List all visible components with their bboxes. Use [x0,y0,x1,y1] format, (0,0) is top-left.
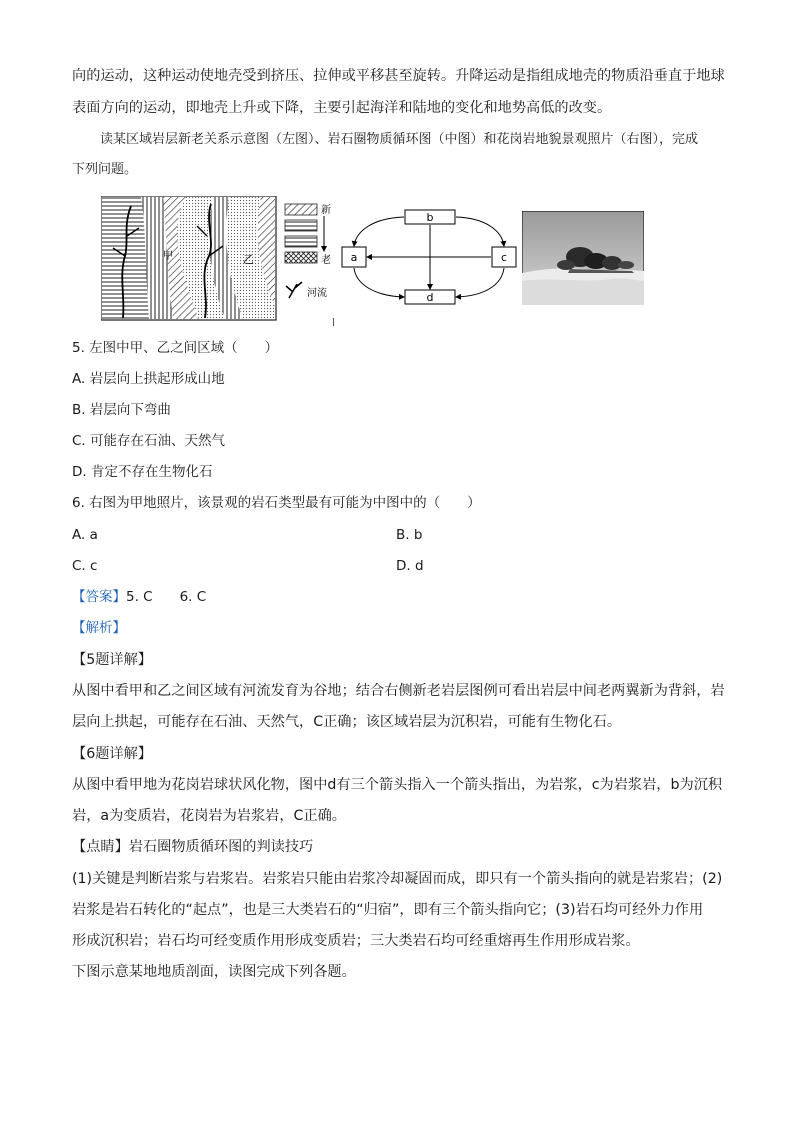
intro-line-1: 向的运动，这种运动使地壳受到挤压、拉伸或平移甚至旋转。升降运动是指组成地壳的物质沿垂直于地球 [72,68,725,84]
q6-option-d: D. d [396,558,424,574]
text-caret [333,318,334,326]
label-b: b [426,211,434,224]
q6-option-b: B. b [396,527,423,543]
label-c: c [500,251,508,264]
detail5-tag: 【5题详解】 [72,652,152,668]
rock-cycle-figure [338,206,520,306]
q5-stem: 5. 左图中甲、乙之间区域（ ） [72,340,279,356]
detail6-line-1: 从图中看甲地为花岗岩球状风化物，图中d有三个箭头指入一个箭头指出，为岩浆，c为岩浆岩，b为沉积 [72,777,723,793]
q6-option-c: C. c [72,558,98,574]
legend-swatch-crosshatch [285,252,317,263]
label-yi: 乙 [243,253,254,266]
q6-stem: 6. 右图为甲地照片，该景观的岩石类型最有可能为中图中的（ ） [72,495,481,511]
label-jia: 甲 [163,251,173,262]
tip-tag: 【点睛】 [72,839,129,855]
q5-option-c: C. 可能存在石油、天然气 [72,433,226,449]
detail6-tag: 【6题详解】 [72,746,152,762]
answer-tag: 【答案】 [72,589,126,605]
q5-option-d: D. 肯定不存在生物化石 [72,464,213,480]
tip-heading [72,837,313,857]
tip-title: 岩石圈物质循环图的判读技巧 [128,839,314,855]
river-legend-icon [286,282,302,298]
answer-line [72,587,206,607]
detail6-line-2: 岩，a为变质岩，花岗岩为岩浆岩，C正确。 [72,808,346,824]
legend-new: 新 [321,205,331,216]
legend-swatch-horizontal [285,220,317,231]
legend-swatch-diagonal [285,204,317,215]
detail5-line-1: 从图中看甲和乙之间区域有河流发育为谷地；结合右侧新老岩层图例可看出岩层中间老两翼新为背斜，岩 [72,683,725,699]
next-section-lead: 下图示意某地地质剖面，读图完成下列各题。 [72,964,356,980]
q6-option-a: A. a [72,527,98,543]
detail5-line-2: 层向上拱起，可能存在石油、天然气，C正确；该区域岩层为沉积岩，可能有生物化石。 [72,714,622,730]
legend-river: 河流 [307,288,327,299]
answer-text: 5. C 6. C [126,589,207,605]
q5-option-b: B. 岩层向下弯曲 [72,402,171,418]
q5-option-a: A. 岩层向上拱起形成山地 [72,371,225,387]
tip-line-1: (1)关键是判断岩浆与岩浆岩。岩浆岩只能由岩浆冷却凝固而成，即只有一个箭头指向的就是岩浆岩；(2) [72,871,723,887]
legend-swatch-lines [285,236,317,247]
strata-map-figure [101,196,333,324]
instruction-line-1: 读某区域岩层新老关系示意图（左图）、岩石圈物质循环图（中图）和花岗岩地貌景观照片（右图），完成 [100,132,699,147]
tip-line-2: 岩浆是岩石转化的“起点”，也是三大类岩石的“归宿”，即有三个箭头指向它；(3)岩石均可经外力作用 [72,902,704,918]
analysis-tag: 【解析】 [72,620,126,636]
label-d: d [426,291,434,304]
instruction-line-2: 下列问题。 [72,162,138,177]
intro-line-2: 表面方向的运动，即地壳上升或下降，主要引起海洋和陆地的变化和地势高低的改变。 [72,100,612,116]
legend-old: 老 [321,255,331,266]
label-a: a [350,251,358,264]
tip-line-3: 形成沉积岩；岩石均可经变质作用形成变质岩；三大类岩石均可经重熔再生作用形成岩浆。 [72,933,640,949]
granite-landscape-photo [522,211,644,305]
